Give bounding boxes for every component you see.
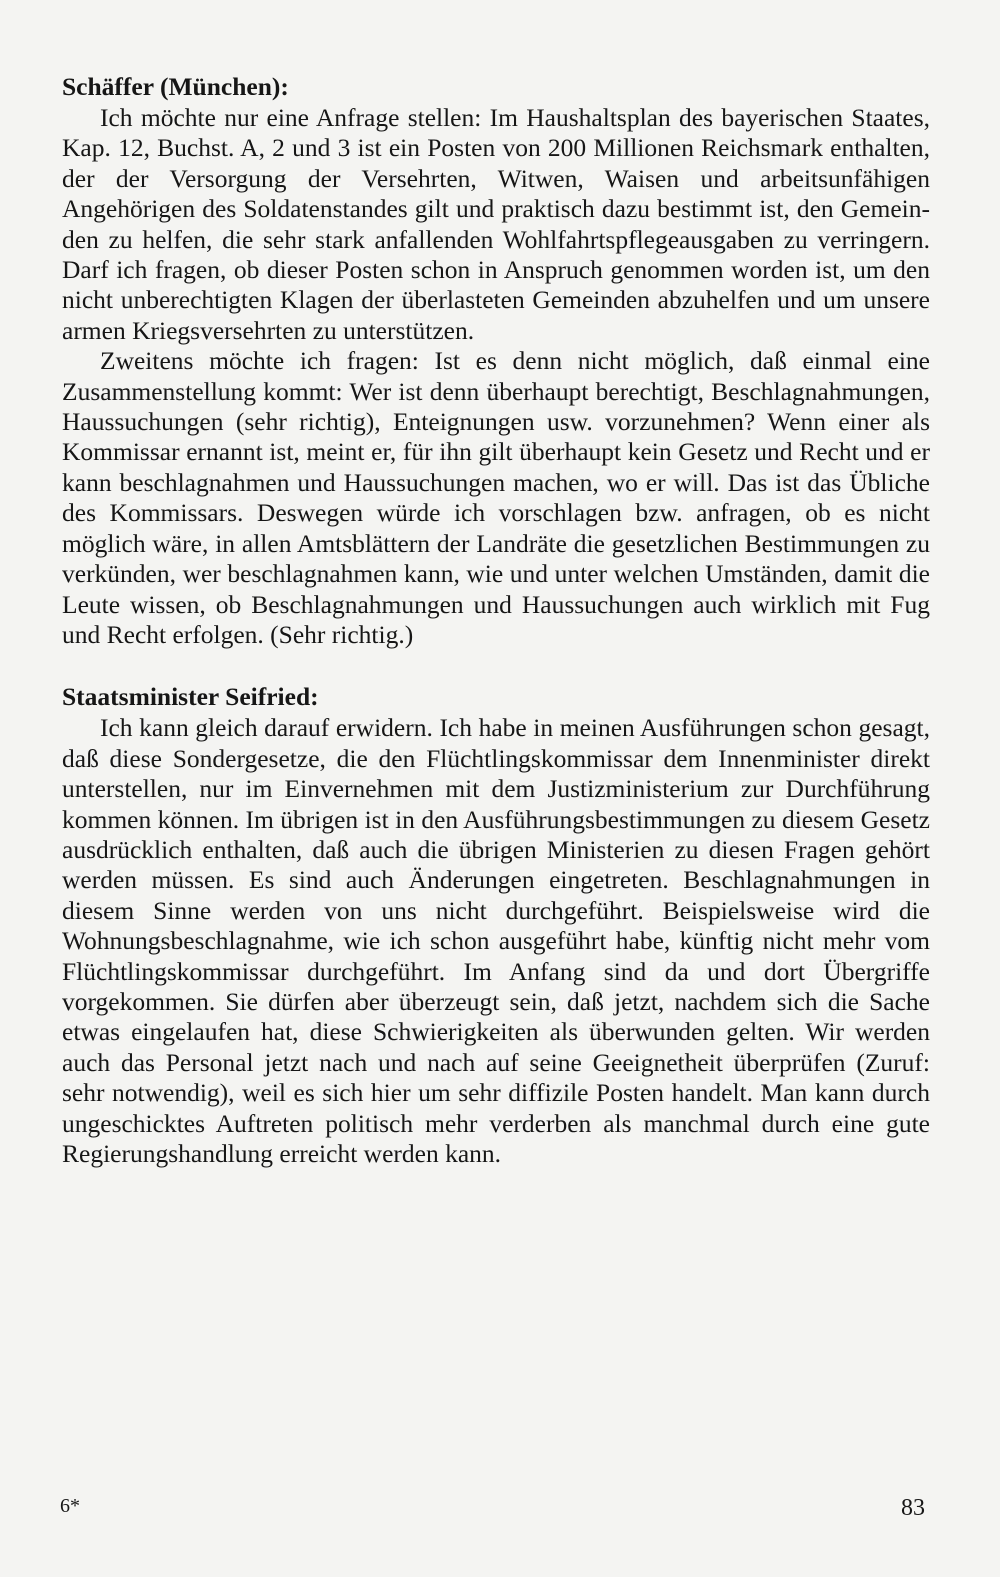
page-footer bbox=[0, 1494, 1000, 1524]
paragraph: Zweitens möchte ich fragen: Ist es denn nicht möglich, daß einmal eine Zusammenstellung kommt: Wer ist denn überhaupt berechtigt, Beschlagnahmungen, Haussuchungen (sehr richtig), Enteignungen usw. vorzunehmen? Wenn einer als Kommissar ernannt ist, meint er, für ihn gilt überhaupt kein Gesetz und Recht und er kann beschlagnahmen und Haussuchungen machen, wo er will. Das ist das Übliche des Kommissars. Deswegen würde ich vorschlagen bzw. anfragen, ob es nicht möglich wäre, in allen Amtsblättern der Landräte die gesetzlichen Bestimmungen zu verkünden, wer beschlagnahmen kann, wie und unter welchen Umständen, damit die Leute wissen, ob Beschlagnahmungen und Haussuchungen auch wirklich mit Fug und Recht erfolgen. (Sehr richtig.) bbox=[62, 346, 930, 649]
sheet-signature: 6* bbox=[60, 1495, 80, 1517]
document-page bbox=[62, 70, 930, 1510]
speaker-heading: Schäffer (München): bbox=[62, 72, 289, 101]
speaker-heading: Staatsminister Seifried: bbox=[62, 682, 319, 712]
paragraph: Ich möchte nur eine Anfrage stellen: Im Haushaltsplan des bayerischen Staates, Kap. 12, Buchst. A, 2 und 3 ist ein Posten von 200 Millionen Reichsmark enthalten, der der Versorgung der Versehrten, Witwen, Waisen und arbeitsunfähigen Angehörigen des Soldatenstandes gilt und praktisch dazu bestimmt ist, den Gemeinden zu helfen, die sehr stark anfallenden Wohlfahrtspflegeausgaben zu verringern. Darf ich fragen, ob dieser Posten schon in Anspruch genommen worden ist, um den nicht unberechtigten Klagen der überlasteten Gemeinden abzuhelfen und um unsere armen Kriegsversehrten zu unterstützen. bbox=[62, 103, 930, 345]
section-seifried bbox=[62, 680, 930, 1169]
page-number: 83 bbox=[901, 1495, 925, 1521]
section-schaeffer bbox=[62, 70, 930, 650]
paragraph: Ich kann gleich darauf erwidern. Ich habe in meinen Ausführungen schon gesagt, daß diese Sondergesetze, die den Flüchtlingskommissar dem Innenminister direkt unterstellen, nur im Einvernehmen mit dem Justizministerium zur Durchführung kommen können. Im übrigen ist in den Ausführungsbestimmungen zu diesem Gesetz ausdrücklich enthalten, daß auch die übrigen Ministerien zu diesen Fragen gehört werden müssen. Es sind auch Änderungen eingetreten. Beschlagnahmungen in diesem Sinne werden von uns nicht durchgeführt. Beispielsweise wird die Wohnungsbeschlagnahme, wie ich schon ausgeführt habe, künftig nicht mehr vom Flüchtlingskommissar durchgeführt. Im Anfang sind da und dort Übergriffe vorgekommen. Sie dürfen aber überzeugt sein, daß jetzt, nachdem sich die Sache etwas eingelaufen hat, diese Schwierigkeiten als überwunden gelten. Wir werden auch das Personal jetzt nach und nach auf seine Geeignetheit überprüfen (Zuruf: sehr notwendig), weil es sich hier um sehr diffizile Posten handelt. Man kann durch ungeschicktes Auftreten politisch mehr verderben als manchmal durch eine gute Regierungshandlung erreicht werden kann. bbox=[62, 713, 930, 1168]
